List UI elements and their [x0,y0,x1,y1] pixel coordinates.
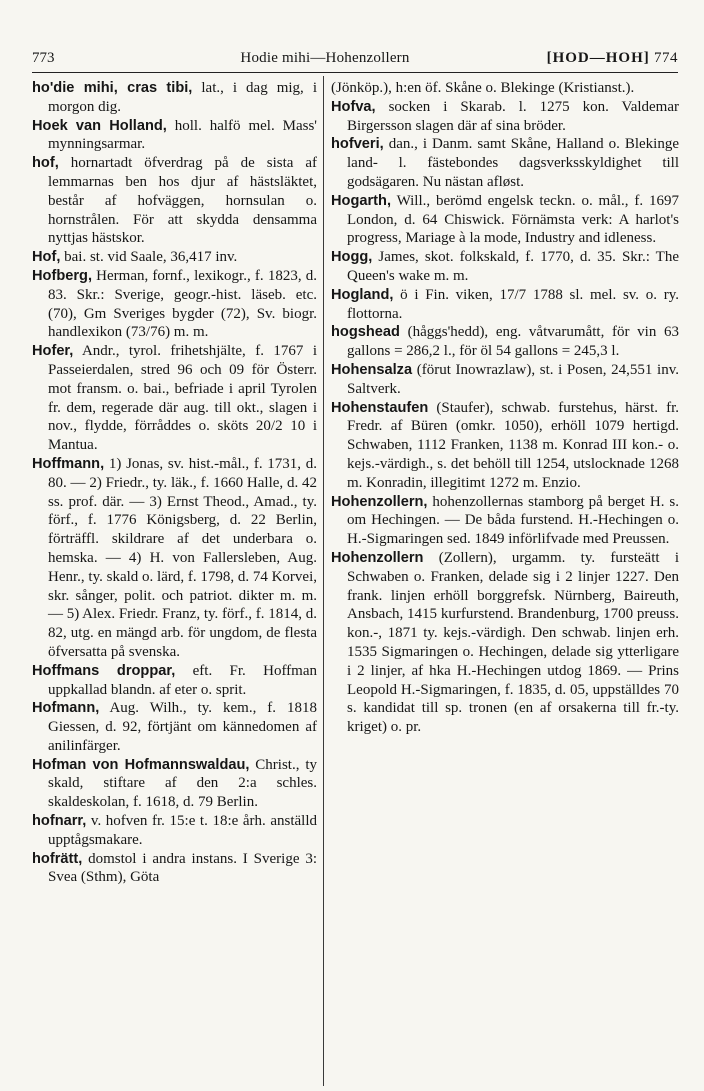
entry-headword: Hofva, [331,98,376,115]
entry-text: Aug. Wilh., ty. kem., f. 1818 Giessen, d. 92, förtjänt om kännedomen af anilinfärger. [48,700,317,754]
entry-text: bai. st. vid Saale, 36,417 inv. [60,249,238,266]
dictionary-entry [331,98,679,136]
dictionary-entry [32,850,317,888]
dictionary-entry [32,248,317,267]
entry-text: Herman, fornf., lexikogr., f. 1823, d. 83. Skr.: Sverige, geogr.-hist. läseb. etc. (70), Gm Sveriges bygder (72), Sv. biogr. handlexikon (73/76) m. m. [48,267,317,341]
dictionary-entry [331,493,679,549]
dictionary-entry [32,117,317,155]
dictionary-entry [331,361,679,399]
entry-text: holl. halfö mel. Mass' mynningsarmar. [48,117,317,153]
entry-text: domstol i andra instans. I Sverige 3: Svea (Sthm), Göta [48,850,317,886]
dictionary-entry [32,662,317,700]
entry-headword: hofrätt, [32,850,83,867]
entry-text: Christ., ty skald, stiftare af den 2:a schles. skaldeskolan, f. 1618, d. 79 Berlin. [48,756,317,811]
dictionary-entry [331,399,679,493]
entry-headword: Hofman von Hofmannswaldau, [32,756,250,773]
entry-headword: hogshead [331,324,400,341]
dictionary-entry [32,342,317,455]
entry-headword: Hofer, [32,343,74,360]
page-number-left: 773 [32,50,55,66]
entry-text: hohenzollernas stamborg på berget H. s. om Hechingen. — De båda furstend. H.-Hechingen o. H.-Sigmaringen sed. 1849 införlifvade med Preussen. [347,493,679,548]
column-divider [323,76,324,1086]
dictionary-entry [32,699,317,755]
dictionary-entry [32,154,317,248]
page-range-right [547,50,678,67]
dictionary-entry [32,812,317,850]
running-title: Hodie mihi—Hohenzollern [240,50,410,66]
entry-headword: Hoffmans droppar, [32,662,176,679]
entry-headword: Hofmann, [32,700,100,717]
entry-headword: Hogland, [331,286,394,303]
dictionary-entry [32,455,317,662]
entry-text: (Zollern), urgamm. ty. fursteätt i Schwaben o. Franken, delade sig i 2 linjer 1227. Den frank. linjen erhöll borggrefsk. Nürnberg, Baireuth, Ansbach, 1415 kurfurstend. Brandenburg, 1700 preuss. kon.-, 1871 ty. kejs.-värdigh. Den schwab. linjen erh. 1535 Sigmaringen o. Hechingen, delade sig ytterligare i 2 linjer, af hka H.-Hechingen utdog 1869. — Prins Leopold H.-Sigmaringen, f. 1835, d. 05, uppställdes 70 s. kandidat till sp. tronen (en af orsakerna till fr.-ty. kriget) o. pr. [347,549,679,736]
entry-headword: hofnarr, [32,813,87,830]
entry-text: James, skot. folkskald, f. 1770, d. 35. Skr.: The Queen's wake m. m. [347,249,679,284]
left-column [32,79,317,887]
entry-text: lat., i dag mig, i morgon dig. [48,80,317,115]
entry-text: eft. Fr. Hoffman uppkallad blandn. af eter o. sprit. [48,662,317,698]
entry-headword: Hohenzollern, [331,493,428,510]
entry-text: hornartadt öfverdrag på de sista af lemmarnas ben hos djur af hästsläktet, består af hofväggen, hornsulan o. hornstrålen. För att skydda densamma nyttjas hästskor. [48,155,317,247]
entry-text: socken i Skarab. l. 1275 kon. Valdemar Birgersson slagen där af sina bröder. [347,98,679,134]
entry-text: dan., i Danm. samt Skåne, Halland o. Blekinge land- l. fästebondes dagsverksskyldighet till godsägaren. Nu nästan afløst. [347,136,679,190]
entry-headword: Hoek van Holland, [32,117,167,134]
entry-text: 1) Jonas, sv. hist.-mål., f. 1731, d. 80. — 2) Friedr., ty. läk., f. 1660 Halle, d. 42 ss. prof. där. — 3) Ernst Theod., Amad., ty. förf., f. 1776 Königsberg, d. 22 Berlin, förträffl. skildrare af det underbara o. hemska. — 4) H. von Fallersleben, Aug. Henr., ty. skald o. lärd, f. 1798, d. 74 Korvei, skr. sånger, polit. och patriot. dikter m. m. — 5) Alex. Friedr. Franz, ty. förf., f. 1814, d. 82, utg. en mängd arb. för ungdom, de flesta öfversatta på svenska. [48,455,317,660]
dictionary-entry [331,549,679,737]
dictionary-entry [331,135,679,191]
dictionary-entry [32,267,317,342]
entry-headword: Hogg, [331,249,373,266]
dictionary-entry [331,323,679,361]
page-header [32,50,678,73]
dictionary-entry [32,79,317,117]
page-number-right: 774 [654,50,678,66]
dictionary-entry [331,286,679,324]
entry-headword: Hofberg, [32,267,92,284]
entry-text: v. hofven fr. 15:e t. 18:e årh. anställd upptågsmakare. [48,813,317,848]
entry-headword: Hohensalza [331,361,413,378]
entry-text: ö i Fin. viken, 17/7 1788 sl. mel. sv. o. ry. flottorna. [347,286,679,322]
dictionary-entry [331,192,679,248]
entry-text: (Jönköp.), h:en öf. Skåne o. Blekinge (Kristianst.). [331,80,635,96]
entry-headword: hof, [32,155,59,172]
entry-headword: ho'die mihi, cras tibi, [32,80,193,96]
entry-text: (förut Inowrazlaw), st. i Posen, 24,551 inv. Saltverk. [347,361,679,397]
entry-headword: Hogarth, [331,192,391,209]
entry-text: Will., berömd engelsk teckn. o. mål., f. 1697 London, d. 64 Chiswick. Förnämsta verk: A harlot's progress, Mariage à la mode, Industry and idleness. [347,192,679,247]
entry-headword: Hohenzollern [331,549,424,566]
right-column [331,79,679,737]
entry-headword: Hof, [32,249,61,266]
dictionary-entry [331,79,679,98]
dictionary-entry [331,248,679,286]
entry-text: Andr., tyrol. frihetshjälte, f. 1767 i Passeierdalen, stred 96 och 09 för Österr. mot fransm. o. bai., befriade i april Tyrolen fr. dem, regerade där aug. till okt., slagen i nov., flydde, förråddes o. sköts 20/2 10 i Mantua. [48,343,317,454]
entry-headword: Hohenstaufen [331,399,429,416]
entry-headword: hofveri, [331,136,384,153]
dictionary-entry [32,756,317,812]
entry-text: (Staufer), schwab. furstehus, härst. fr. Fredr. af Büren (omkr. 1050), erhöll 1079 hertigd. Schwaben, 1112 Franken, 1138 m. Konrad III kon.- o. kejs.-värdigh., s. det behöll till 1254, utslocknade 1268 m. Konradin, illegitimt 1272 m. Enzio. [347,399,679,491]
entry-headword: Hoffmann, [32,455,105,472]
entry-text: (håggs'hedd), eng. våtvarumått, för vin 63 gallons = 286,2 l., för öl 54 gallons = 245,3 l. [347,324,679,360]
entry-range: [HOD—HOH] [546,50,650,66]
